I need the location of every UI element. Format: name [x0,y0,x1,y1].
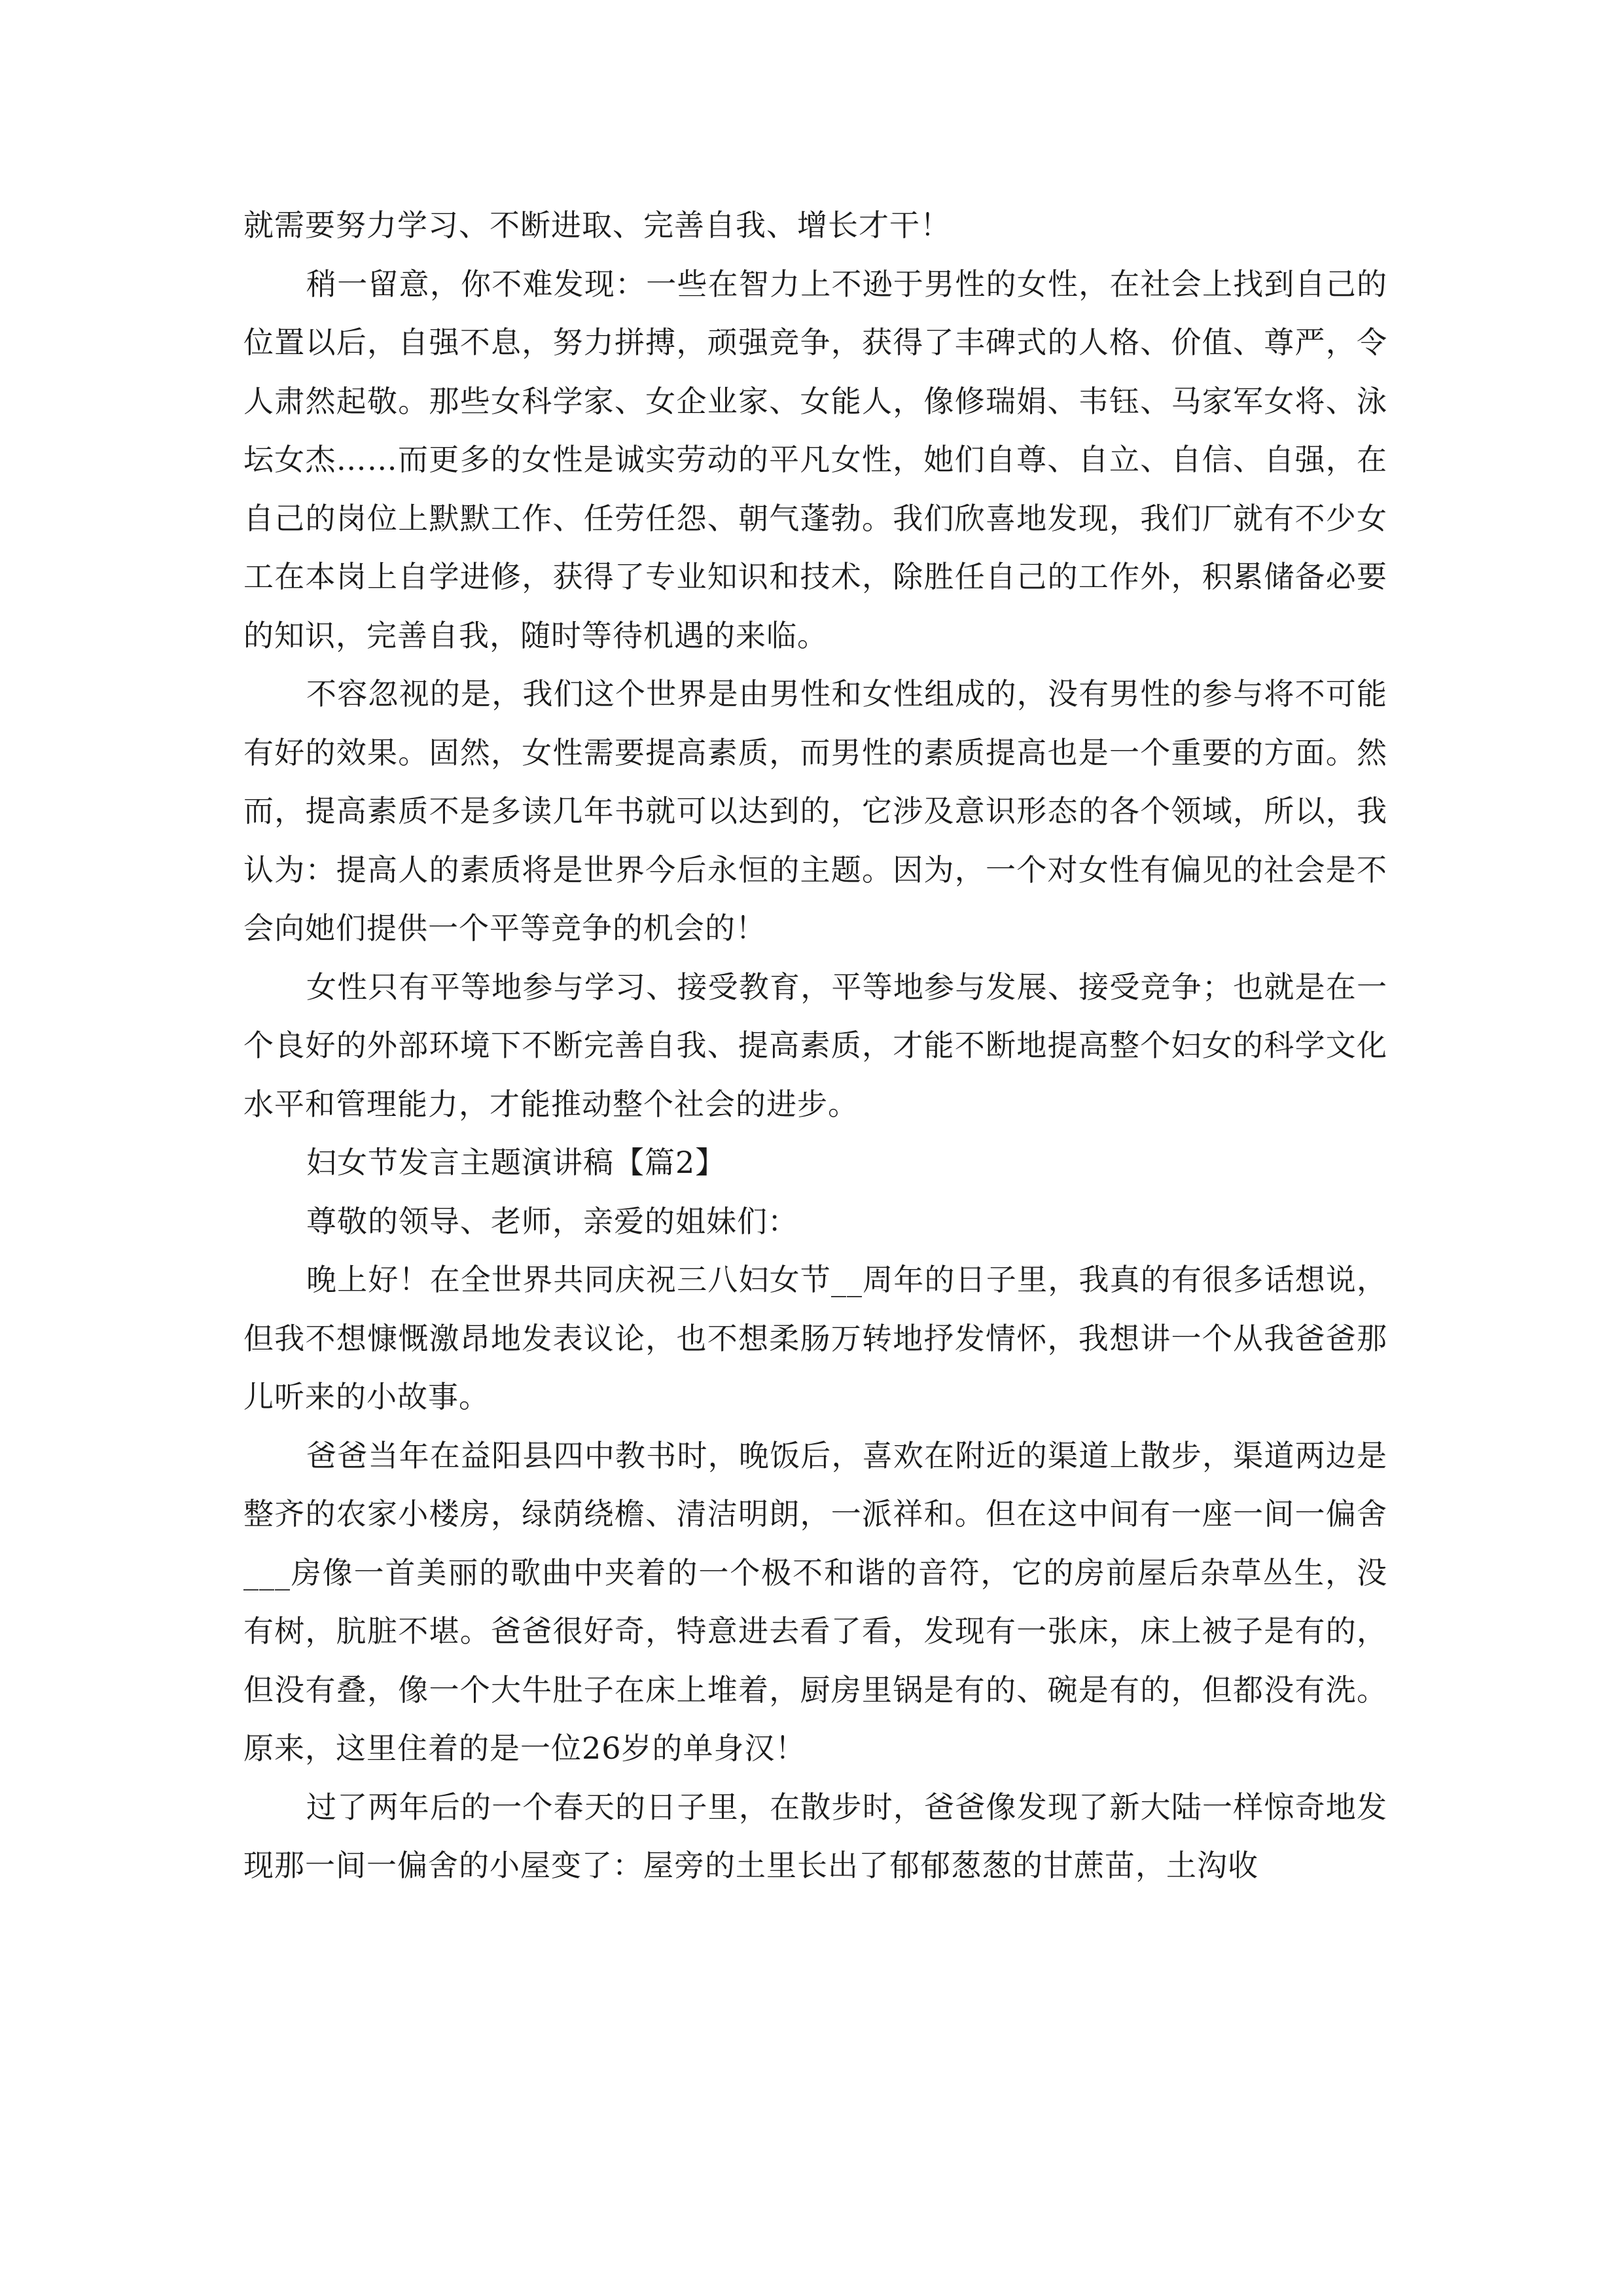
paragraph-4: 女性只有平等地参与学习、接受教育，平等地参与发展、接受竞争；也就是在一个良好的外部环境下不断完善自我、提高素质，才能不断地提高整个妇女的科学文化水平和管理能力，才能推动整个社会的进步。 [243,969,1387,1122]
paragraph-2: 稍一留意，你不难发现：一些在智力上不逊于男性的女性，在社会上找到自己的位置以后，自强不息，努力拼搏，顽强竞争，获得了丰碑式的人格、价值、尊严，令人肃然起敬。那些女科学家、女企业家、女能人，像修瑞娟、韦钰、马家军女将、泳坛女杰……而更多的女性是诚实劳动的平凡女性，她们自尊、自立、自信、自强，在自己的岗位上默默工作、任劳任怨、朝气蓬勃。我们欣喜地发现，我们厂就有不少女工在本岗上自学进修，获得了专业知识和技术，除胜任自己的工作外，积累储备必要的知识，完善自我，随时等待机遇的来临。 [243,266,1387,653]
salutation: 尊敬的领导、老师，亲爱的姐妹们： [306,1203,798,1239]
paragraph-7: 晚上好！在全世界共同庆祝三八妇女节__周年的日子里，我真的有很多话想说，但我不想慷慨激昂地发表议论，也不想柔肠万转地抒发情怀，我想讲一个从我爸爸那儿听来的小故事。 [243,1262,1387,1414]
section-heading: 妇女节发言主题演讲稿【篇2】 [306,1145,726,1180]
document-body [243,196,1387,1895]
paragraph-8: 爸爸当年在益阳县四中教书时，晚饭后，喜欢在附近的渠道上散步，渠道两边是整齐的农家小楼房，绿荫绕檐、清洁明朗，一派祥和。但在这中间有一座一间一偏舍___房像一首美丽的歌曲中夹着的一个极不和谐的音符，它的房前屋后杂草丛生，没有树，肮脏不堪。爸爸很好奇，特意进去看了看，发现有一张床，床上被子是有的，但没有叠，像一个大牛肚子在床上堆着，厨房里锅是有的、碗是有的，但都没有洗。原来，这里住着的是一位26岁的单身汉！ [243,1437,1387,1766]
paragraph-3: 不容忽视的是，我们这个世界是由男性和女性组成的，没有男性的参与将不可能有好的效果。固然，女性需要提高素质，而男性的素质提高也是一个重要的方面。然而，提高素质不是多读几年书就可以达到的，它涉及意识形态的各个领域，所以，我认为：提高人的素质将是世界今后永恒的主题。因为，一个对女性有偏见的社会是不会向她们提供一个平等竞争的机会的！ [243,676,1387,946]
paragraph-9: 过了两年后的一个春天的日子里，在散步时，爸爸像发现了新大陆一样惊奇地发现那一间一偏舍的小屋变了：屋旁的土里长出了郁郁葱葱的甘蔗苗，土沟收 [243,1789,1387,1883]
paragraph-1: 就需要努力学习、不断进取、完善自我、增长才干！ [243,207,951,243]
